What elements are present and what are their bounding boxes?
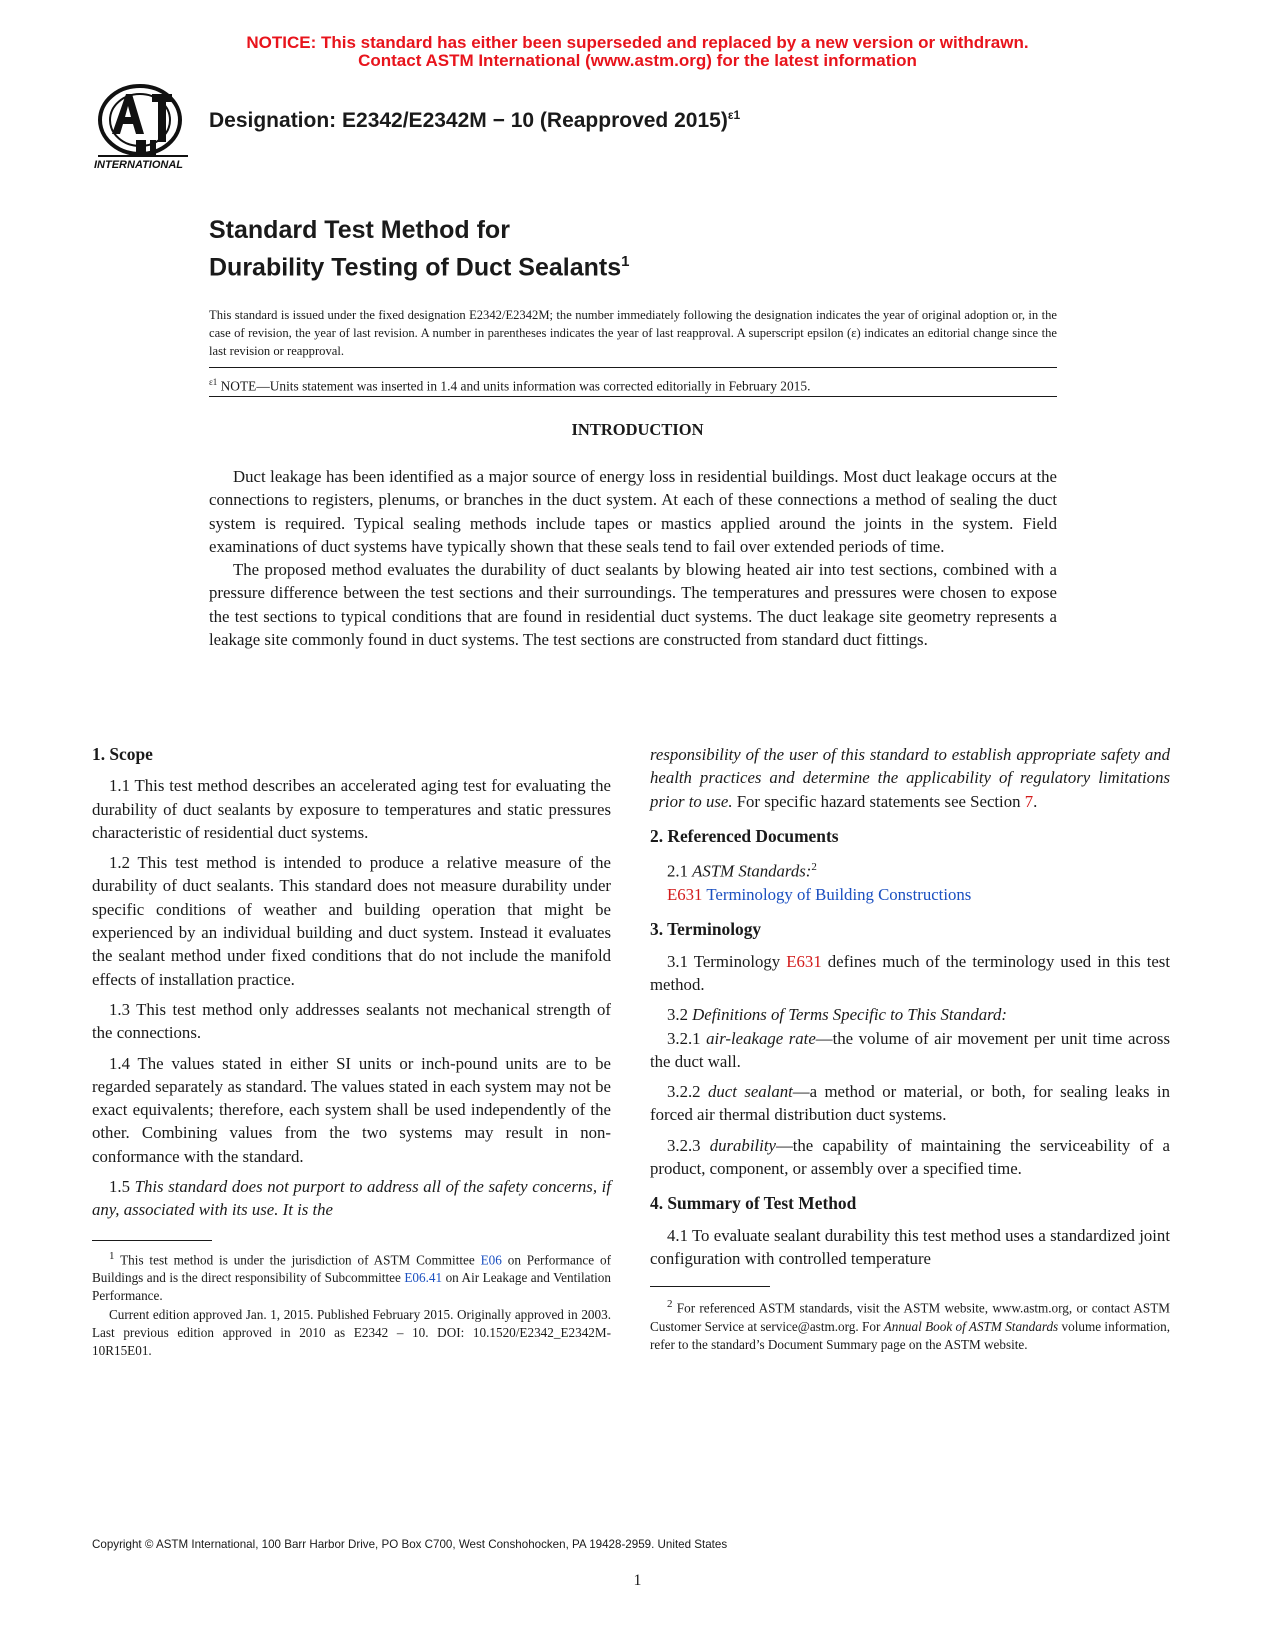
- section-1-5-num: 1.5: [109, 1177, 135, 1197]
- footnote-2: [650, 1295, 1170, 1354]
- footnote-2-italic: Annual Book of ASTM Standards: [883, 1318, 1059, 1334]
- section-3-2-2-term: duct sealant: [708, 1082, 793, 1102]
- section-2-1-sup: 2: [811, 861, 817, 874]
- footnote-1-para-1: [92, 1247, 611, 1306]
- section-3-2-2-def: —a method or material, or both, for sealing leaks in forced air thermal distribution duct systems.: [650, 1082, 1170, 1125]
- section-4-1: 4.1 To evaluate sealant durability this test method uses a standardized joint configuration with controlled temperature: [650, 1225, 1170, 1268]
- e631-reference[interactable]: [650, 883, 1170, 906]
- title-footnote-ref: 1: [621, 253, 630, 270]
- section-3-2-3: [650, 1134, 1170, 1181]
- section-3-2-1-def: —the volume of air movement per unit time across the duct wall.: [650, 1028, 1170, 1071]
- title-line-2: Durability Testing of Duct Sealants: [209, 253, 622, 282]
- rule-bottom: [209, 396, 1057, 397]
- footnote-2-para: [650, 1295, 1170, 1354]
- withdrawal-notice: [0, 34, 1275, 70]
- right-column: [650, 743, 1170, 1354]
- notice-line-1: NOTICE: This standard has either been superseded and replaced by a new version or withdrawn.: [246, 33, 1029, 52]
- section-1-5-italic: This standard does not purport to address all of the safety concerns, if any, associated with its use. It is the: [92, 1177, 611, 1220]
- introduction: [209, 465, 1057, 651]
- e631-code-link[interactable]: E631: [667, 885, 703, 905]
- rule-top: [209, 367, 1057, 368]
- logo-text: INTERNATIONAL: [94, 159, 184, 171]
- footnote-1-text-b: on Performance of Buildings and is the direct responsibility of Subcommittee: [92, 1252, 611, 1286]
- section-2-1-italic: ASTM Standards:: [692, 861, 812, 881]
- astm-logo-icon: [92, 84, 196, 176]
- section-3-2-3-def: —the capability of maintaining the serviceability of a product, component, or assembly over a specified time.: [650, 1135, 1170, 1179]
- section-3-2-italic: Definitions of Terms Specific to This Standard:: [692, 1005, 1007, 1025]
- designation: [209, 108, 740, 133]
- epsilon-note: [209, 373, 1057, 395]
- footnote-1: [92, 1247, 611, 1361]
- section-1-5: [92, 1175, 611, 1222]
- terminology-heading: 3. Terminology: [650, 919, 762, 940]
- e631-inline-link[interactable]: E631: [786, 951, 822, 971]
- section-1-4: 1.4 The values stated in either SI units or inch-pound units are to be regarded separately as standard. The values stated in each system may not be exact equivalents; therefore, each system shall be used independently of the other. Combining values from the two systems may result in non-conformance with the standard.: [92, 1053, 611, 1166]
- document-title: [209, 214, 629, 283]
- footnote-1-sup: 1: [109, 1249, 115, 1262]
- section-2-1: [650, 856, 1170, 883]
- section-2-1-num: 2.1: [667, 861, 693, 881]
- section-3-2-1: [650, 1027, 1170, 1074]
- section-3-2-3-num: 3.2.3: [667, 1135, 710, 1155]
- page-number: 1: [633, 1572, 642, 1589]
- section-1-5-cont-italic: responsibility of the user of this standard to establish appropriate safety and health practices and determine the applicability of regulatory limitations prior to use.: [650, 745, 1170, 811]
- intro-paragraph-2: The proposed method evaluates the durability of duct sealants by blowing heated air into test sections, combined with a pressure difference between the test sections and their surroundings. The temperatures and pressures were chosen to expose the test sections to typical conditions that are found in residential duct systems. The duct leakage site geometry represents a leakage site commonly found in duct systems. The test sections are constructed from standard duct fittings.: [209, 560, 1057, 650]
- section-3-2-3-term: durability: [709, 1135, 776, 1155]
- footnote-1-para-2: Current edition approved Jan. 1, 2015. Published February 2015. Originally approved in 2003. Last previous edition approved in 2010 as E2342 – 10. DOI: 10.1520/E2342_E2342M-10R15E01.: [92, 1306, 611, 1359]
- section-1-5-cont-text: For specific hazard statements see Section: [732, 791, 1025, 811]
- e06-41-link[interactable]: E06.41: [404, 1270, 443, 1286]
- section-3-1-text-b: defines much of the terminology used in this test method.: [650, 951, 1171, 994]
- section-1-5-continued: [650, 743, 1170, 813]
- footnote-1-text-c: on Air Leakage and Ventilation Performance.: [92, 1270, 611, 1304]
- footnote-1-text-a: This test method is under the jurisdiction of ASTM Committee: [114, 1252, 481, 1268]
- e631-title-link[interactable]: Terminology of Building Constructions: [702, 885, 972, 905]
- section-1-3: 1.3 This test method only addresses sealants not mechanical strength of the connections.: [92, 999, 611, 1043]
- footnote-rule-left: [92, 1240, 212, 1241]
- epsilon-note-sup: ε1: [209, 377, 218, 387]
- copyright-line: Copyright © ASTM International, 100 Barr Harbor Drive, PO Box C700, West Conshohocken, PA 19428-2959. United States: [92, 1538, 728, 1551]
- section-3-2-num: 3.2: [667, 1005, 693, 1025]
- section-1-5-cont-end: .: [1033, 791, 1038, 811]
- epsilon-note-text: NOTE—Units statement was inserted in 1.4 and units information was corrected editorially in February 2015.: [217, 378, 811, 394]
- designation-epsilon: ε1: [727, 108, 741, 122]
- designation-text: Designation: E2342/E2342M − 10 (Reapproved 2015): [209, 109, 728, 132]
- section-3-1-text-a: 3.1 Terminology: [667, 951, 787, 971]
- section-3-2-2-num: 3.2.2: [667, 1082, 708, 1102]
- left-column: [92, 743, 611, 1360]
- section-1-2: 1.2 This test method is intended to produce a relative measure of the durability of duct sealants. This standard does not measure durability under specific conditions of weather and building operation that might be experienced by an individual building and duct system. Instead it evaluates the sealant method under fixed conditions that do not include the manifold effects of installation practice.: [92, 853, 611, 989]
- astm-logo: [92, 84, 196, 176]
- issued-statement: This standard is issued under the fixed designation E2342/E2342M; the number immediately following the designation indicates the year of original adoption or, in the case of revision, the year of last revision. A number in parentheses indicates the year of last reapproval. A superscript epsilon (ε) indicates an editorial change since the last revision or reapproval.: [209, 308, 1057, 358]
- footnote-rule-right: [650, 1286, 770, 1287]
- summary-heading: 4. Summary of Test Method: [650, 1193, 857, 1214]
- title-line-1: Standard Test Method for: [209, 216, 510, 244]
- e06-link[interactable]: E06: [480, 1252, 502, 1268]
- introduction-heading: INTRODUCTION: [571, 420, 704, 439]
- footnote-2-sup: 2: [667, 1298, 673, 1311]
- section-3-2-1-num: 3.2.1: [667, 1028, 707, 1048]
- footnote-2-text-b: volume information, refer to the standard’s Document Summary page on the ASTM website.: [650, 1318, 1170, 1353]
- section-3-2-2: [650, 1080, 1170, 1127]
- section-3-1: [650, 950, 1170, 997]
- referenced-documents-heading: 2. Referenced Documents: [650, 825, 839, 846]
- scope-heading: 1. Scope: [92, 744, 153, 764]
- section-3-2: [650, 1003, 1170, 1026]
- section-1-1: 1.1 This test method describes an accelerated aging test for evaluating the durability of duct sealants by exposure to temperatures and static pressures characteristic of residential duct systems.: [92, 776, 611, 842]
- notice-line-2: Contact ASTM International (www.astm.org) for the latest information: [358, 51, 917, 70]
- intro-paragraph-1: Duct leakage has been identified as a major source of energy loss in residential buildings. Most duct leakage occurs at the connections to registers, plenums, or branches in the duct system. At each of these connections a method of sealing the duct system is required. Typical sealing methods include tapes or mastics applied around the joints in the system. Field examinations of duct systems have typically shown that these seals tend to fail over extended periods of time.: [209, 467, 1057, 556]
- section-3-2-1-term: air-leakage rate: [706, 1028, 816, 1048]
- section-7-link[interactable]: 7: [1024, 791, 1034, 811]
- footnote-2-text-a: For referenced ASTM standards, visit the ASTM website, www.astm.org, or contact ASTM Customer Service at service@astm.org. For: [650, 1300, 1170, 1334]
